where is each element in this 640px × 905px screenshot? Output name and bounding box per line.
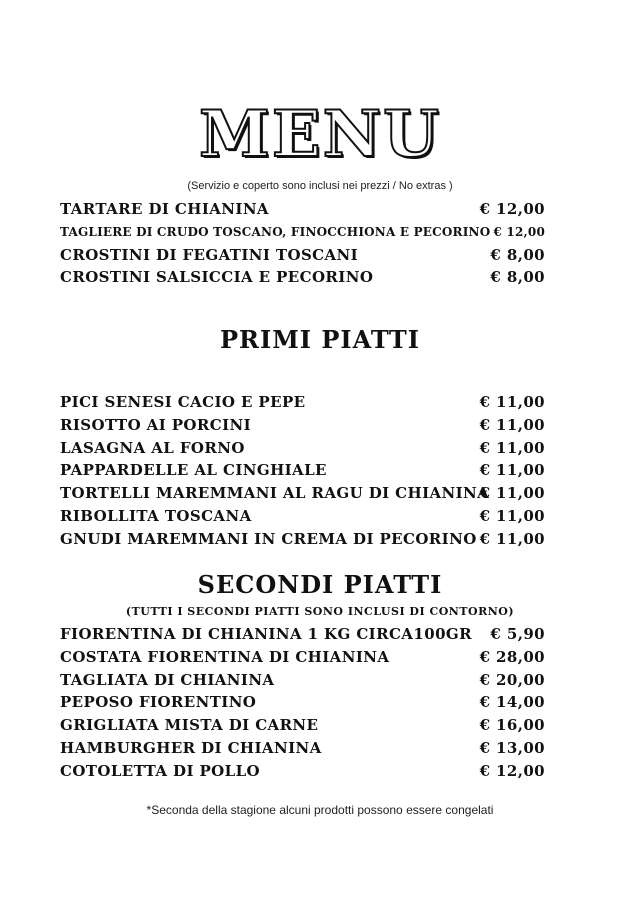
item-name: LASAGNA AL FORNO [60, 438, 245, 457]
item-name: FIORENTINA DI CHIANINA 1 KG CIRCA [60, 625, 414, 643]
menu-item [60, 459, 545, 482]
menu-item [60, 482, 545, 505]
item-price: € 11,00 [479, 529, 545, 548]
item-name: RIBOLLITA TOSCANA [60, 506, 252, 525]
item-name: TORTELLI MAREMMANI AL RAGU DI CHIANINA [60, 484, 490, 503]
item-price: € 12,00 [479, 200, 545, 218]
item-price: € 11,00 [479, 415, 545, 434]
menu-item [60, 760, 545, 783]
menu-item [60, 244, 545, 267]
secondi-subtitle: (TUTTI I SECONDI PIATTI SONO INCLUSI DI CONTORNO) [125, 605, 515, 618]
item-name: GNUDI MAREMMANI IN CREMA DI PECORINO [60, 529, 477, 548]
item-price: € 11,00 [479, 461, 545, 480]
item-name: COSTATA FIORENTINA DI CHIANINA [60, 647, 390, 666]
item-price: € 12,00 [493, 224, 545, 239]
item-name: CROSTINI DI FEGATINI TOSCANI [60, 245, 359, 264]
item-name: GRIGLIATA MISTA DI CARNE [60, 716, 319, 735]
menu-item [60, 437, 545, 460]
item-price: € 13,00 [479, 738, 545, 757]
item-name: TAGLIERE DI CRUDO TOSCANO, FINOCCHIONA E PECORINO [60, 224, 491, 239]
item-price: € 11,00 [479, 438, 545, 457]
primi-heading: PRIMI PIATTI [219, 325, 421, 354]
service-note: (Servizio e coperto sono inclusi nei prezzi / No extras ) [187, 180, 453, 192]
item-price: € 12,00 [479, 761, 545, 780]
antipasti-list [60, 198, 545, 289]
item-unit: 100GR [413, 625, 472, 643]
item-price: € 20,00 [479, 670, 545, 689]
secondi-heading: SECONDI PIATTI [197, 570, 443, 599]
item-name: HAMBURGHER DI CHIANINA [60, 738, 322, 757]
frozen-products-note: *Seconda della stagione alcuni prodotti possono essere congelati [146, 803, 494, 817]
item-name: CROSTINI SALSICCIA E PECORINO [60, 268, 374, 287]
menu-item [60, 737, 545, 760]
item-name: TARTARE DI CHIANINA [60, 200, 269, 218]
item-price: € 16,00 [479, 716, 545, 735]
item-name: TAGLIATA DI CHIANINA [60, 670, 275, 689]
menu-item [60, 221, 545, 244]
menu-item [60, 669, 545, 692]
secondi-list [60, 623, 545, 783]
item-price: € 11,00 [479, 484, 545, 503]
primi-list [60, 391, 545, 551]
item-name: PEPOSO FIORENTINO [60, 693, 257, 712]
menu-item [60, 714, 545, 737]
item-price: € 8,00 [490, 268, 545, 287]
menu-item [60, 198, 545, 221]
item-price: € 8,00 [490, 245, 545, 264]
item-name: PICI SENESI CACIO E PEPE [60, 393, 306, 411]
menu-item [60, 391, 545, 414]
item-price: € 11,00 [479, 506, 545, 525]
menu-item [60, 691, 545, 714]
item-price: € 28,00 [479, 647, 545, 666]
menu-item [60, 266, 545, 289]
item-price: € 14,00 [479, 693, 545, 712]
menu-item [60, 414, 545, 437]
menu-item [60, 505, 545, 528]
item-name: PAPPARDELLE AL CINGHIALE [60, 461, 327, 480]
item-name: RISOTTO AI PORCINI [60, 415, 252, 434]
menu-item [60, 646, 545, 669]
item-price: € 5,90 [490, 625, 545, 643]
item-name: COTOLETTA DI POLLO [60, 761, 260, 780]
menu-item [60, 623, 545, 646]
item-price: € 11,00 [479, 393, 545, 411]
menu-title: MENU [199, 97, 441, 172]
menu-item [60, 528, 545, 551]
